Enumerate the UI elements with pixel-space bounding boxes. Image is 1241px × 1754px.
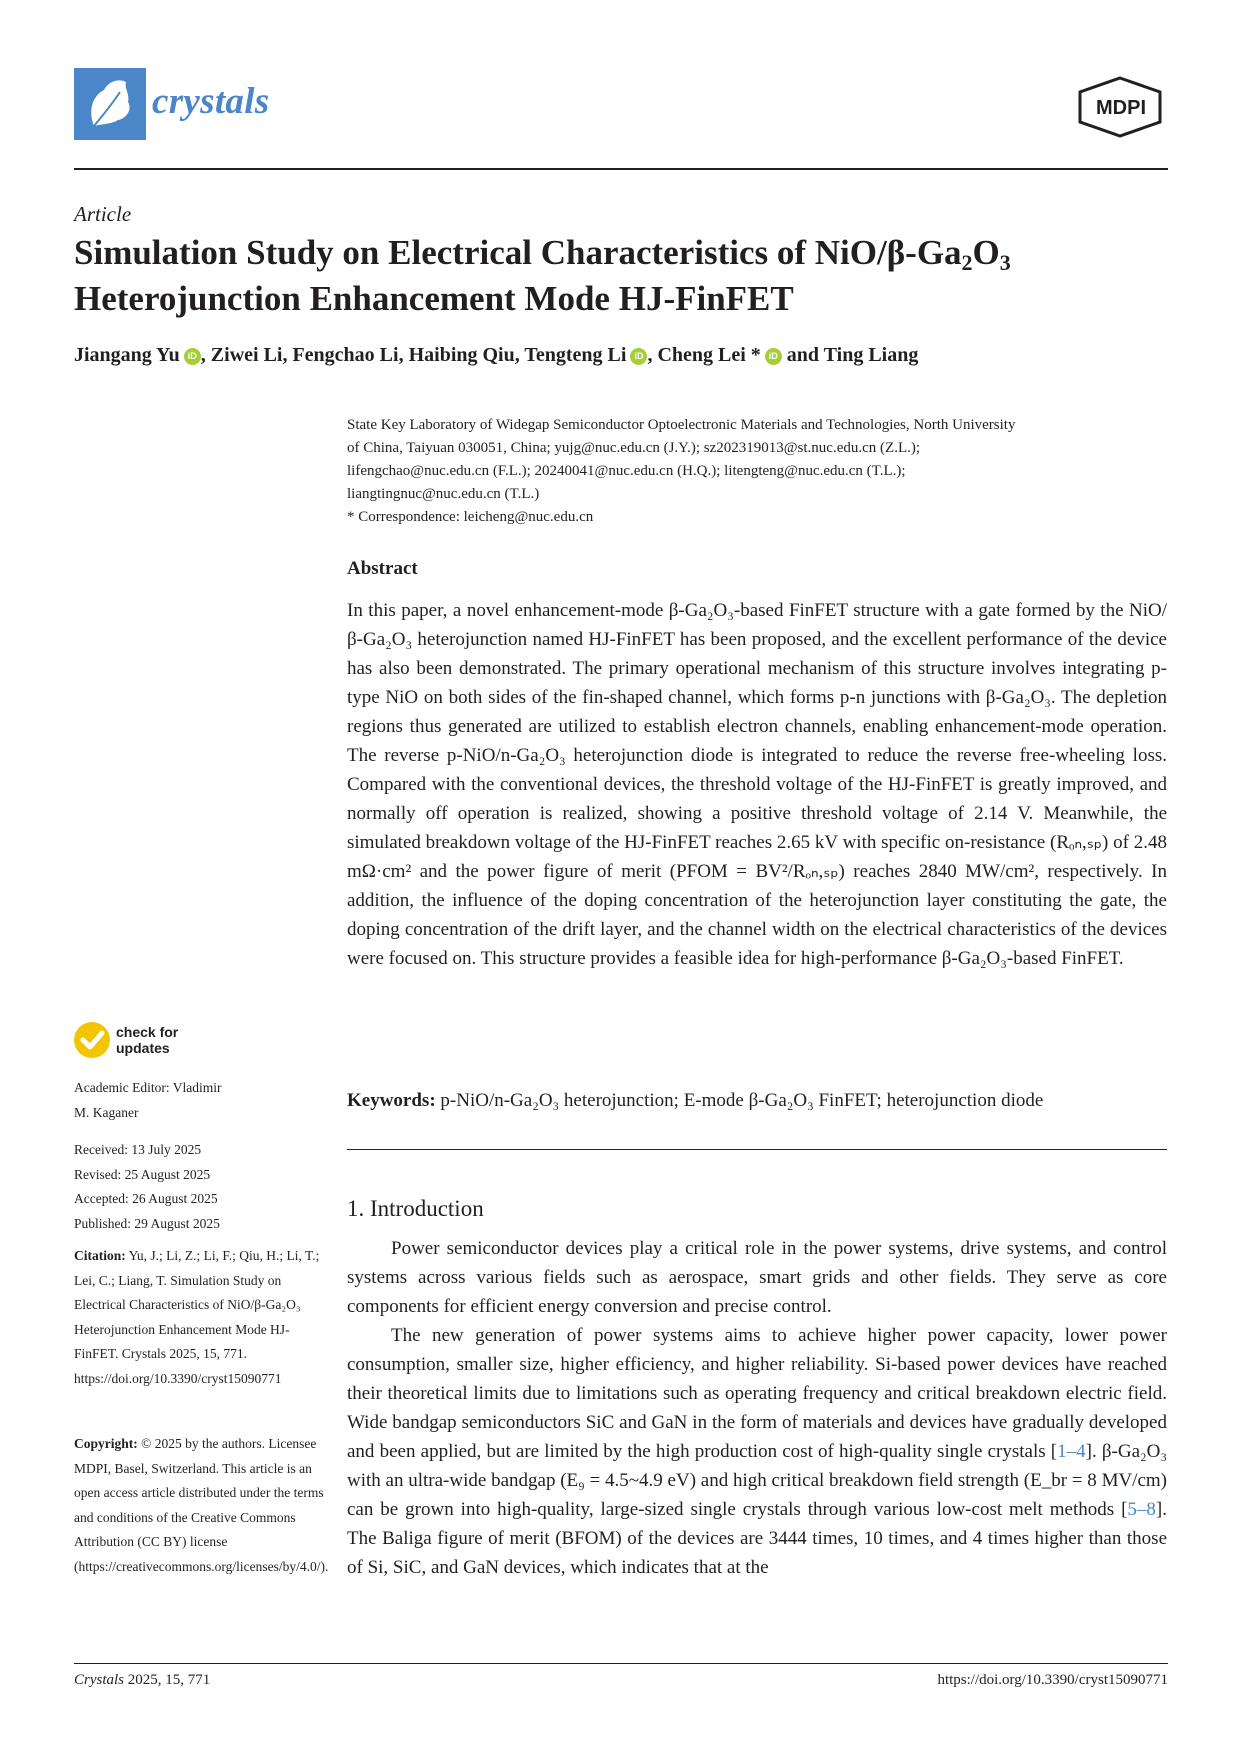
check-for-updates-badge[interactable] bbox=[74, 1022, 194, 1062]
footer-doi-link[interactable]: https://doi.org/10.3390/cryst15090771 bbox=[937, 1672, 1168, 1688]
citation-text: Yu, J.; Li, Z.; Li, F.; Qiu, H.; Li, T.; Lei, C.; Liang, T. Simulation Study on Electrical Characteristics of NiO/β-Ga₂O₃ Heterojunction Enhancement Mode HJ-FinFET. Crystals 2025, 15, 771. https://doi.org/10.3390/cryst15090771 bbox=[74, 1248, 320, 1386]
publisher-name: MDPI bbox=[1096, 97, 1146, 119]
affiliation-line: State Key Laboratory of Widegap Semiconductor Optoelectronic Materials and Technologies, North University bbox=[347, 417, 1016, 433]
keywords-divider bbox=[347, 1149, 1167, 1150]
orcid-icon[interactable]: iD bbox=[184, 348, 201, 365]
received-date: Received: 13 July 2025 bbox=[74, 1142, 202, 1157]
abstract-heading: Abstract bbox=[347, 558, 418, 579]
checkmark-icon bbox=[74, 1022, 110, 1058]
publication-dates bbox=[74, 1138, 324, 1236]
copyright-block bbox=[74, 1432, 329, 1579]
mdpi-logo bbox=[1072, 76, 1168, 138]
author-name: and Ting Liang bbox=[786, 344, 919, 366]
author-name: , Cheng Lei * bbox=[647, 344, 761, 366]
copyright-label: Copyright: bbox=[74, 1436, 138, 1451]
copyright-text: © 2025 by the authors. Licensee MDPI, Basel, Switzerland. This article is an open access article distributed under the terms and conditions of the Creative Commons Attribution (CC BY) license (https://creativecommons.org/licenses/by/4.0/). bbox=[74, 1436, 329, 1574]
affiliation-line: lifengchao@nuc.edu.cn (F.L.); 20240041@nuc.edu.cn (H.Q.); litengteng@nuc.edu.cn (T.L.); bbox=[347, 463, 906, 479]
crystal-leaf-icon bbox=[74, 68, 146, 140]
keywords-text: p-NiO/n-Ga₂O₃ heterojunction; E-mode β-Ga₂O₃ FinFET; heterojunction diode bbox=[435, 1090, 1044, 1111]
author-name: Jiangang Yu bbox=[74, 344, 180, 366]
title-line-2: Heterojunction Enhancement Mode HJ-FinFET bbox=[74, 279, 794, 318]
revised-date: Revised: 25 August 2025 bbox=[74, 1166, 211, 1182]
citation-link[interactable]: 1–4 bbox=[1057, 1441, 1086, 1462]
title-line-1: Simulation Study on Electrical Characteristics of NiO/$\beta-Ga_2O_3$ bbox=[74, 233, 1011, 275]
paper-title bbox=[74, 230, 1168, 322]
orcid-icon[interactable]: iD bbox=[630, 348, 647, 365]
keywords bbox=[347, 1086, 1167, 1115]
citation-label: Citation: bbox=[74, 1248, 126, 1263]
header-divider bbox=[74, 168, 1168, 170]
published-date: Published: 29 August 2025 bbox=[74, 1215, 220, 1231]
check-for-updates-label: check for updates bbox=[116, 1024, 179, 1056]
citation-link[interactable]: 5–8 bbox=[1127, 1499, 1156, 1520]
article-type: Article bbox=[74, 202, 132, 226]
section-heading-introduction: 1. Introduction bbox=[347, 1196, 484, 1221]
author-names: , Ziwei Li, Fengchao Li, Haibing Qiu, Tengteng Li bbox=[200, 344, 627, 366]
academic-editor: Academic Editor: Vladimir M. Kaganer bbox=[74, 1080, 222, 1120]
affiliation-line: liangtingnuc@nuc.edu.cn (T.L.) bbox=[347, 486, 540, 502]
affiliations bbox=[347, 414, 1167, 529]
journal-logo bbox=[74, 68, 146, 140]
footer-citation: Crystals 2025, 15, 771 bbox=[74, 1672, 211, 1688]
accepted-date: Accepted: 26 August 2025 bbox=[74, 1191, 218, 1206]
abstract-text: In this paper, a novel enhancement-mode β-Ga₂O₃-based FinFET structure with a gate formed by the NiO/β-Ga₂O₃ heterojunction named HJ-FinFET has been proposed, and the excellent performance of the device has also been demonstrated. The primary operational mechanism of this structure involves integrating p-type NiO on both sides of the fin-shaped channel, which forms p-n junctions with β-Ga₂O₃. The depletion regions thus generated are utilized to establish electron channels, enabling enhancement-mode operation. The reverse p-NiO/n-Ga₂O₃ heterojunction diode is integrated to reduce the reverse free-wheeling loss. Compared with the conventional devices, the threshold voltage of the HJ-FinFET is greatly improved, and normally off operation is realized, showing a positive threshold voltage of 2.14 V. Meanwhile, the simulated breakdown voltage of the HJ-FinFET reaches 2.65 kV with specific on-resistance (Rₒₙ,ₛₚ) of 2.48 mΩ·cm² and the power figure of merit (PFOM = BV²/Rₒₙ,ₛₚ) reaches 2840 MW/cm², respectively. In addition, the influence of the doping concentration of the heterojunction layer constituting the gate, the doping concentration of the drift layer, and the channel width on the electrical characteristics of the devices were focused on. This structure provides a feasible idea for high-performance β-Ga₂O₃-based FinFET. bbox=[347, 600, 1167, 969]
author-list bbox=[74, 344, 918, 367]
paragraph: The new generation of power systems aims to achieve higher power capacity, lower power consumption, smaller size, higher efficiency, and higher reliability. Si-based power devices have reached their theoretical limits due to limitations such as operating frequency and critical breakdown electric field. Wide bandgap semiconductors SiC and GaN in the form of materials and devices have gradually developed and been applied, but are limited by the high production cost of high-quality single crystals [1–4]. β-Ga₂O₃ with an ultra-wide bandgap (E₉ = 4.5~4.9 eV) and high critical breakdown field strength (E_br = 8 MV/cm) can be grown into high-quality, large-sized single crystals through various low-cost melt methods [5–8]. The Baliga figure of merit (BFOM) of the devices are 3444 times, 10 times, and 4 times higher than those of Si, SiC, and GaN devices, which indicates that at the bbox=[347, 1325, 1168, 1578]
introduction-body bbox=[347, 1234, 1167, 1582]
keywords-label: Keywords: bbox=[347, 1090, 436, 1111]
journal-header bbox=[74, 68, 1168, 140]
citation-block bbox=[74, 1244, 324, 1391]
affiliation-line: of China, Taiyuan 030051, China; yujg@nuc.edu.cn (J.Y.); sz202319013@st.nuc.edu.cn (Z.L.); bbox=[347, 440, 921, 456]
footer-divider bbox=[74, 1663, 1168, 1664]
orcid-icon[interactable]: iD bbox=[765, 348, 782, 365]
correspondence: * Correspondence: leicheng@nuc.edu.cn bbox=[347, 509, 594, 525]
journal-name: crystals bbox=[152, 81, 270, 122]
paragraph: Power semiconductor devices play a critical role in the power systems, drive systems, and control systems across various fields such as aerospace, smart grids and other fields. They serve as core components for efficient energy conversion and precise control. bbox=[347, 1238, 1167, 1317]
